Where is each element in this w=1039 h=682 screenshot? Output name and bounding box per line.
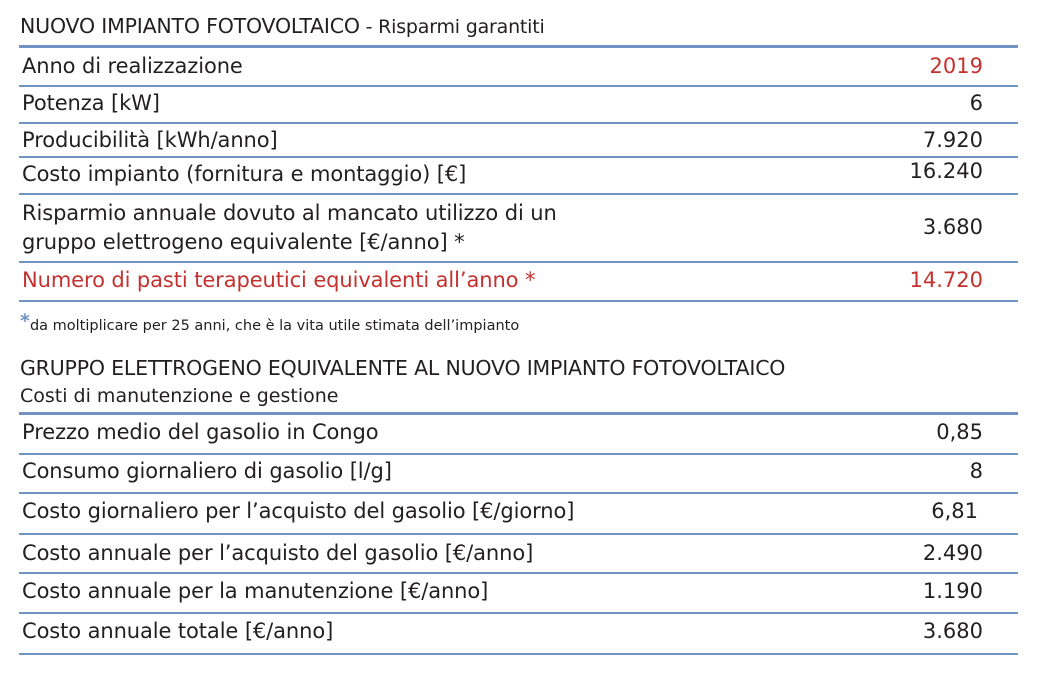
section1-bottom-rule [19, 300, 1018, 302]
row-value: 6 [969, 91, 983, 115]
row-label: Anno di realizzazione [22, 54, 243, 78]
row-label: Costo giornaliero per l’acquisto del gasolio [€/giorno] [22, 499, 575, 523]
row-value: 3.680 [922, 619, 983, 643]
row-value: 7.920 [922, 128, 983, 152]
section2-bottom-rule [19, 653, 1018, 655]
row-label-line1: Risparmio annuale dovuto al mancato utilizzo di un [22, 201, 557, 225]
row-divider [19, 122, 1018, 124]
section1-title [20, 14, 545, 38]
row-label: Prezzo medio del gasolio in Congo [22, 420, 379, 444]
row-label: Producibilità [kWh/anno] [22, 128, 278, 152]
row-divider [19, 193, 1018, 195]
row-divider [19, 612, 1018, 614]
row-divider [19, 261, 1018, 263]
row-value: 1.190 [922, 579, 983, 603]
footnote-text: da moltiplicare per 25 anni, che è la vita utile stimata dell’impianto [29, 318, 520, 334]
row-value: 3.680 [922, 215, 983, 239]
row-divider [19, 492, 1018, 494]
footnote [20, 310, 520, 335]
row-value: 0,85 [936, 420, 983, 444]
footnote-asterisk-icon: * [20, 310, 30, 332]
row-value: 6,81 [931, 499, 978, 523]
section2-top-rule [19, 412, 1018, 415]
section2-subtitle: Costi di manutenzione e gestione [20, 385, 339, 407]
section1-title-sep: - [359, 16, 379, 38]
section1-title-sub: Risparmi garantiti [378, 16, 545, 38]
row-value: 14.720 [909, 268, 983, 292]
row-label: Costo annuale per l’acquisto del gasolio [€/anno] [22, 541, 534, 565]
section1-title-main: NUOVO IMPIANTO FOTOVOLTAICO [20, 14, 360, 38]
row-divider [19, 572, 1018, 574]
row-label: Potenza [kW] [22, 91, 160, 115]
row-value: 16.240 [909, 159, 983, 183]
row-divider [19, 156, 1018, 158]
row-label: Consumo giornaliero di gasolio [l/g] [22, 459, 392, 483]
section1-top-rule [19, 45, 1018, 48]
row-value: 2.490 [922, 541, 983, 565]
row-label: Costo impianto (fornitura e montaggio) [€] [22, 162, 467, 186]
row-label: Numero di pasti terapeutici equivalenti all’anno * [22, 268, 536, 292]
row-divider [19, 453, 1018, 455]
row-divider [19, 533, 1018, 535]
row-label-line2: gruppo elettrogeno equivalente [€/anno] * [22, 230, 465, 254]
row-label: Costo annuale per la manutenzione [€/anno] [22, 579, 489, 603]
row-label: Costo annuale totale [€/anno] [22, 619, 334, 643]
row-value: 2019 [929, 54, 983, 78]
row-value: 8 [969, 459, 983, 483]
row-divider [19, 85, 1018, 87]
section2-title: GRUPPO ELETTROGENO EQUIVALENTE AL NUOVO IMPIANTO FOTOVOLTAICO [20, 356, 786, 380]
